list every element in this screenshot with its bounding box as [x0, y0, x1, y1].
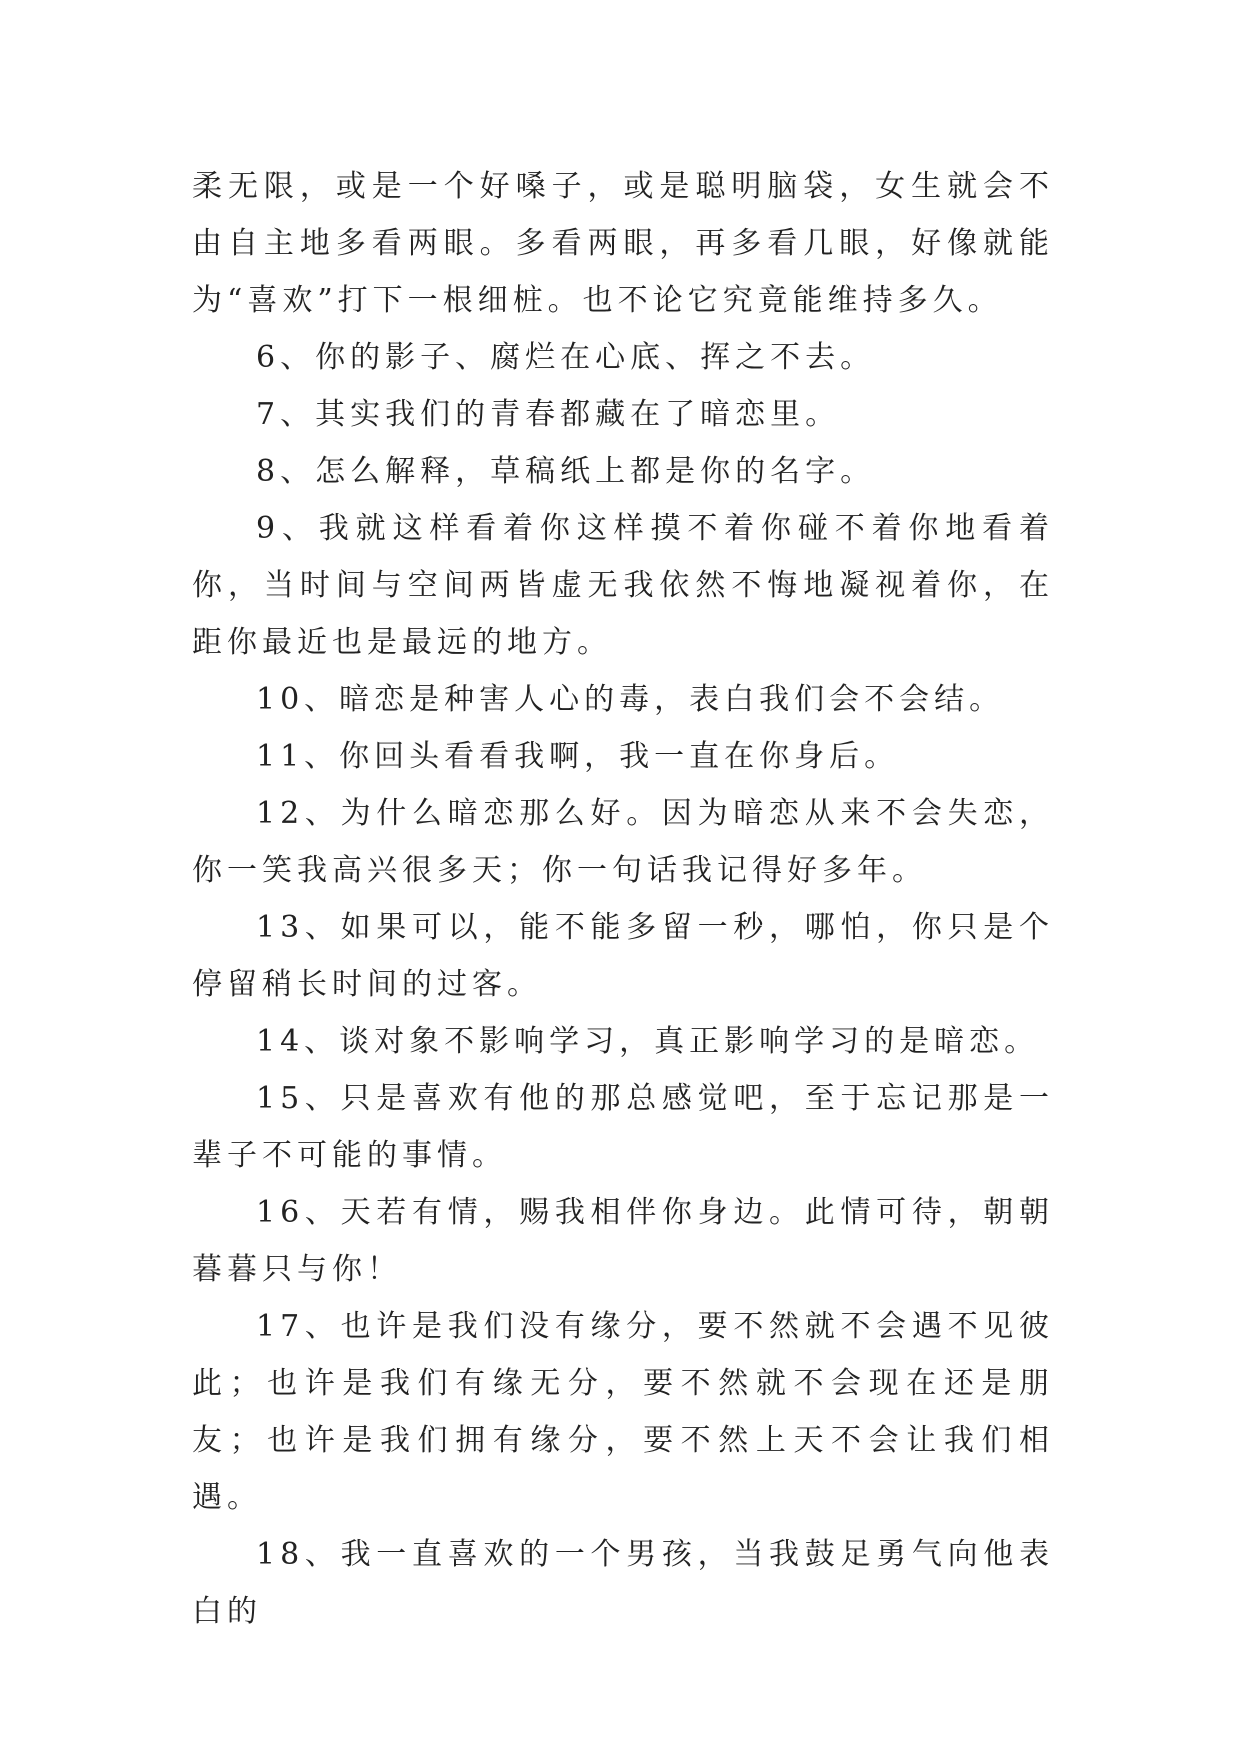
- paragraph-item-8: 8、怎么解释，草稿纸上都是你的名字。: [256, 454, 876, 489]
- document-body: [192, 158, 1054, 1640]
- paragraph-item-16: 16、天若有情，赐我相伴你身边。此情可待，朝朝暮暮只与你！: [192, 1195, 1054, 1287]
- paragraph-item-12: 12、为什么暗恋那么好。因为暗恋从来不会失恋，你一笑我高兴很多天；你一句话我记得好多年。: [192, 796, 1054, 888]
- paragraph-item-17: 17、也许是我们没有缘分，要不然就不会遇不见彼此；也许是我们有缘无分，要不然就不会现在还是朋友；也许是我们拥有缘分，要不然上天不会让我们相遇。: [192, 1309, 1054, 1515]
- paragraph-item-6: 6、你的影子、腐烂在心底、挥之不去。: [256, 340, 876, 375]
- paragraph-item-13: 13、如果可以，能不能多留一秒，哪怕，你只是个停留稍长时间的过客。: [192, 910, 1054, 1002]
- paragraph-item-7: 7、其实我们的青春都藏在了暗恋里。: [256, 397, 841, 432]
- paragraph-item-14: 14、谈对象不影响学习，真正影响学习的是暗恋。: [256, 1024, 1040, 1059]
- paragraph-item-15: 15、只是喜欢有他的那总感觉吧，至于忘记那是一辈子不可能的事情。: [192, 1081, 1054, 1173]
- paragraph-item-10: 10、暗恋是种害人心的毒，表白我们会不会结。: [256, 682, 1005, 717]
- paragraph-item-18: 18、我一直喜欢的一个男孩，当我鼓足勇气向他表白的: [192, 1537, 1054, 1629]
- paragraph-item-9: 9、我就这样看着你这样摸不着你碰不着你地看着你，当时间与空间两皆虚无我依然不悔地凝视着你，在距你最近也是最远的地方。: [192, 511, 1054, 660]
- paragraph-continued: 柔无限，或是一个好嗓子，或是聪明脑袋，女生就会不由自主地多看两眼。多看两眼，再多看几眼，好像就能为“喜欢”打下一根细桩。也不论它究竟能维持多久。: [192, 169, 1054, 318]
- paragraph-item-11: 11、你回头看看我啊，我一直在你身后。: [256, 739, 900, 774]
